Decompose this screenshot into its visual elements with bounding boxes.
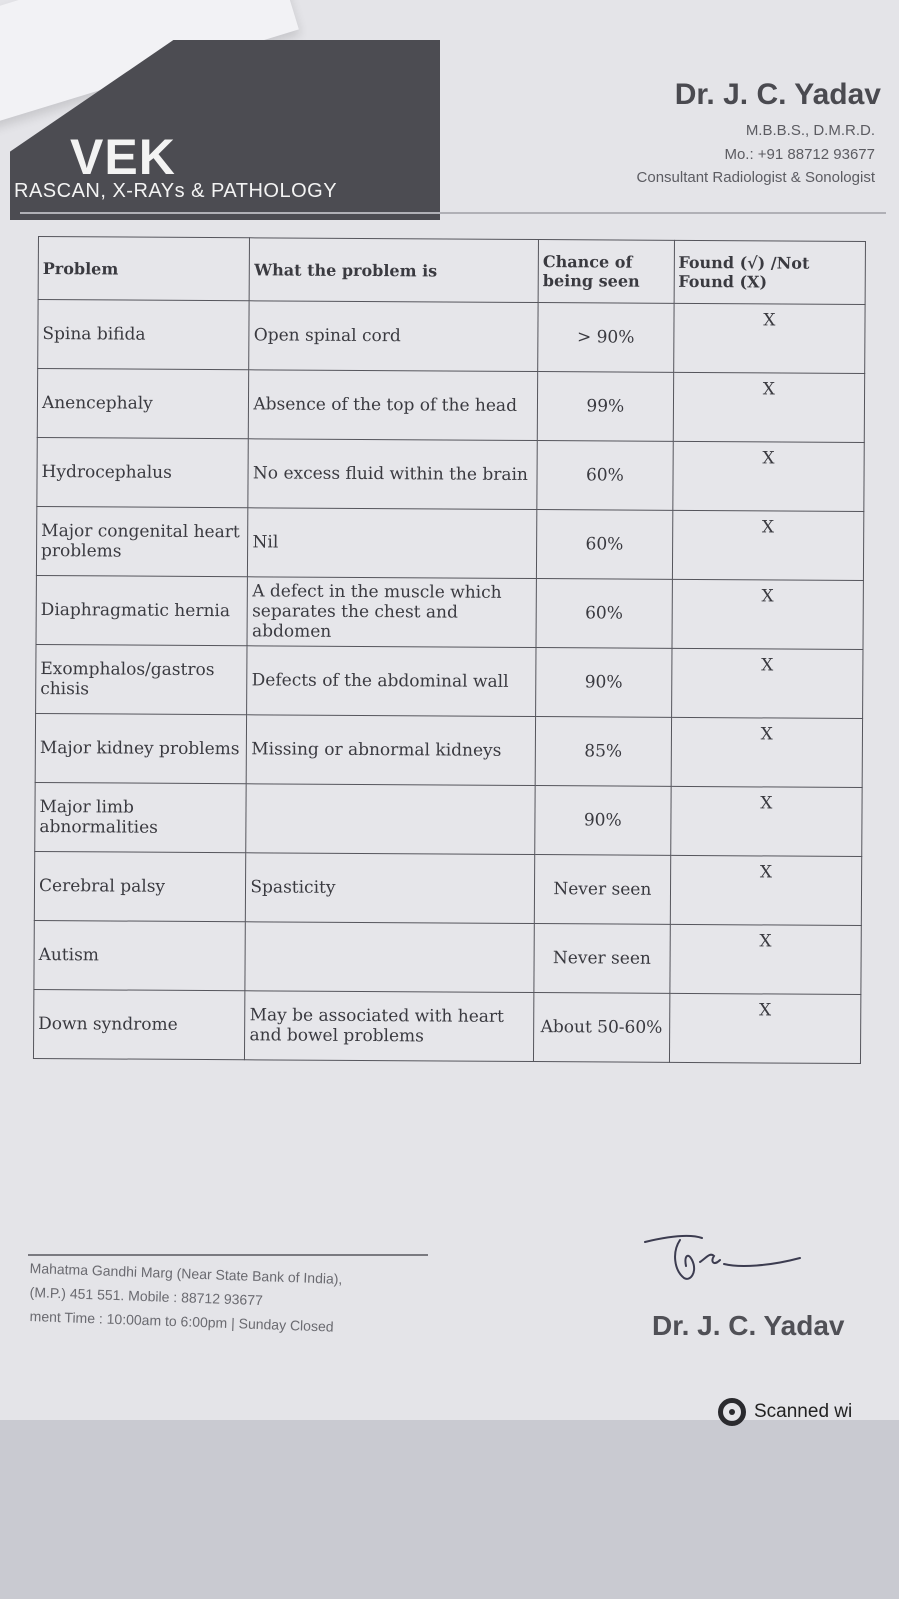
cell-chance: 90% [535, 786, 671, 856]
cell-description: Absence of the top of the head [249, 370, 538, 441]
cell-description: Defects of the abdominal wall [247, 646, 536, 717]
background-surface [0, 1420, 899, 1599]
cell-chance: 99% [537, 372, 673, 442]
cell-chance: > 90% [538, 303, 674, 373]
clinic-brand-name: VEK [70, 129, 176, 185]
header-divider [20, 212, 886, 214]
doctor-mobile: Mo.: +91 88712 93677 [724, 146, 875, 163]
column-header-description: What the problem is [250, 238, 539, 303]
column-header-found: Found (√) /Not Found (X) [674, 240, 866, 304]
cell-found: X [669, 993, 861, 1063]
cell-problem: Major kidney problems [35, 713, 247, 783]
cell-problem: Autism [34, 920, 246, 990]
scanner-watermark-label: Scanned wi [754, 1401, 853, 1422]
clinic-timing: ment Time : 10:00am to 6:00pm | Sunday Closed [29, 1308, 334, 1335]
cell-found: X [671, 717, 863, 787]
cell-found: X [673, 303, 865, 373]
clinic-phone: (M.P.) 451 551. Mobile : 88712 93677 [29, 1284, 264, 1309]
cell-found: X [672, 441, 864, 511]
camscanner-logo-icon [718, 1398, 746, 1426]
clinic-address: Mahatma Gandhi Marg (Near State Bank of India), [29, 1260, 343, 1287]
cell-problem: Cerebral palsy [34, 851, 246, 921]
table-row [36, 575, 863, 649]
cell-chance: Never seen [534, 855, 670, 925]
cell-chance: 60% [536, 579, 672, 649]
doctor-qualifications: M.B.B.S., D.M.R.D. [745, 122, 875, 139]
table-row [34, 851, 861, 925]
cell-problem: Down syndrome [33, 989, 245, 1059]
doctor-role: Consultant Radiologist & Sonologist [636, 169, 875, 186]
handwritten-signature [640, 1222, 810, 1292]
cell-problem: Major limb abnormalities [35, 782, 247, 852]
table-header-row [38, 237, 865, 305]
table-row [37, 369, 864, 443]
cell-found: X [671, 648, 863, 718]
cell-problem: Exomphalos/gastros chisis [36, 644, 248, 714]
table-row [38, 300, 865, 374]
cell-description: Missing or abnormal kidneys [247, 715, 536, 786]
table-row [36, 506, 863, 580]
cell-chance: 85% [535, 717, 671, 787]
cell-chance: 90% [536, 648, 672, 718]
cell-description [246, 784, 535, 855]
cell-found: X [673, 372, 865, 442]
cell-description: May be associated with heart and bowel problems [245, 991, 534, 1062]
clinic-tagline: RASCAN, X-RAYs & PATHOLOGY [14, 180, 338, 202]
cell-problem: Hydrocephalus [37, 437, 249, 507]
cell-found: X [670, 855, 862, 925]
cell-found: X [672, 510, 864, 580]
table-row [35, 713, 862, 787]
footer-divider [28, 1254, 428, 1256]
cell-chance: Never seen [534, 924, 670, 994]
cell-chance: 60% [537, 441, 673, 511]
cell-chance: 60% [537, 510, 673, 580]
cell-description: No excess fluid within the brain [248, 439, 537, 510]
table-row [34, 920, 861, 994]
cell-problem: Spina bifida [38, 300, 250, 370]
scanner-watermark [718, 1398, 852, 1426]
table-row [33, 989, 860, 1063]
cell-description [245, 922, 534, 993]
cell-problem: Major congenital heart problems [36, 506, 248, 576]
cell-problem: Diaphragmatic hernia [36, 575, 248, 645]
anomaly-report-table [33, 236, 866, 1064]
cell-found: X [670, 786, 862, 856]
doctor-name: Dr. J. C. Yadav [674, 78, 881, 111]
cell-description: Open spinal cord [249, 301, 538, 372]
cell-found: X [672, 579, 864, 649]
column-header-problem: Problem [38, 237, 250, 301]
cell-description: A defect in the muscle which separates the chest and abdomen [247, 577, 536, 648]
table-row [35, 782, 862, 856]
cell-problem: Anencephaly [37, 369, 249, 439]
column-header-chance: Chance of being seen [538, 240, 674, 304]
cell-description: Nil [248, 508, 537, 579]
cell-chance: About 50-60% [534, 993, 670, 1063]
cell-description: Spasticity [246, 853, 535, 924]
signatory-name: Dr. J. C. Yadav [652, 1310, 845, 1341]
table-row [37, 437, 864, 511]
cell-found: X [669, 924, 861, 994]
table-row [36, 644, 863, 718]
